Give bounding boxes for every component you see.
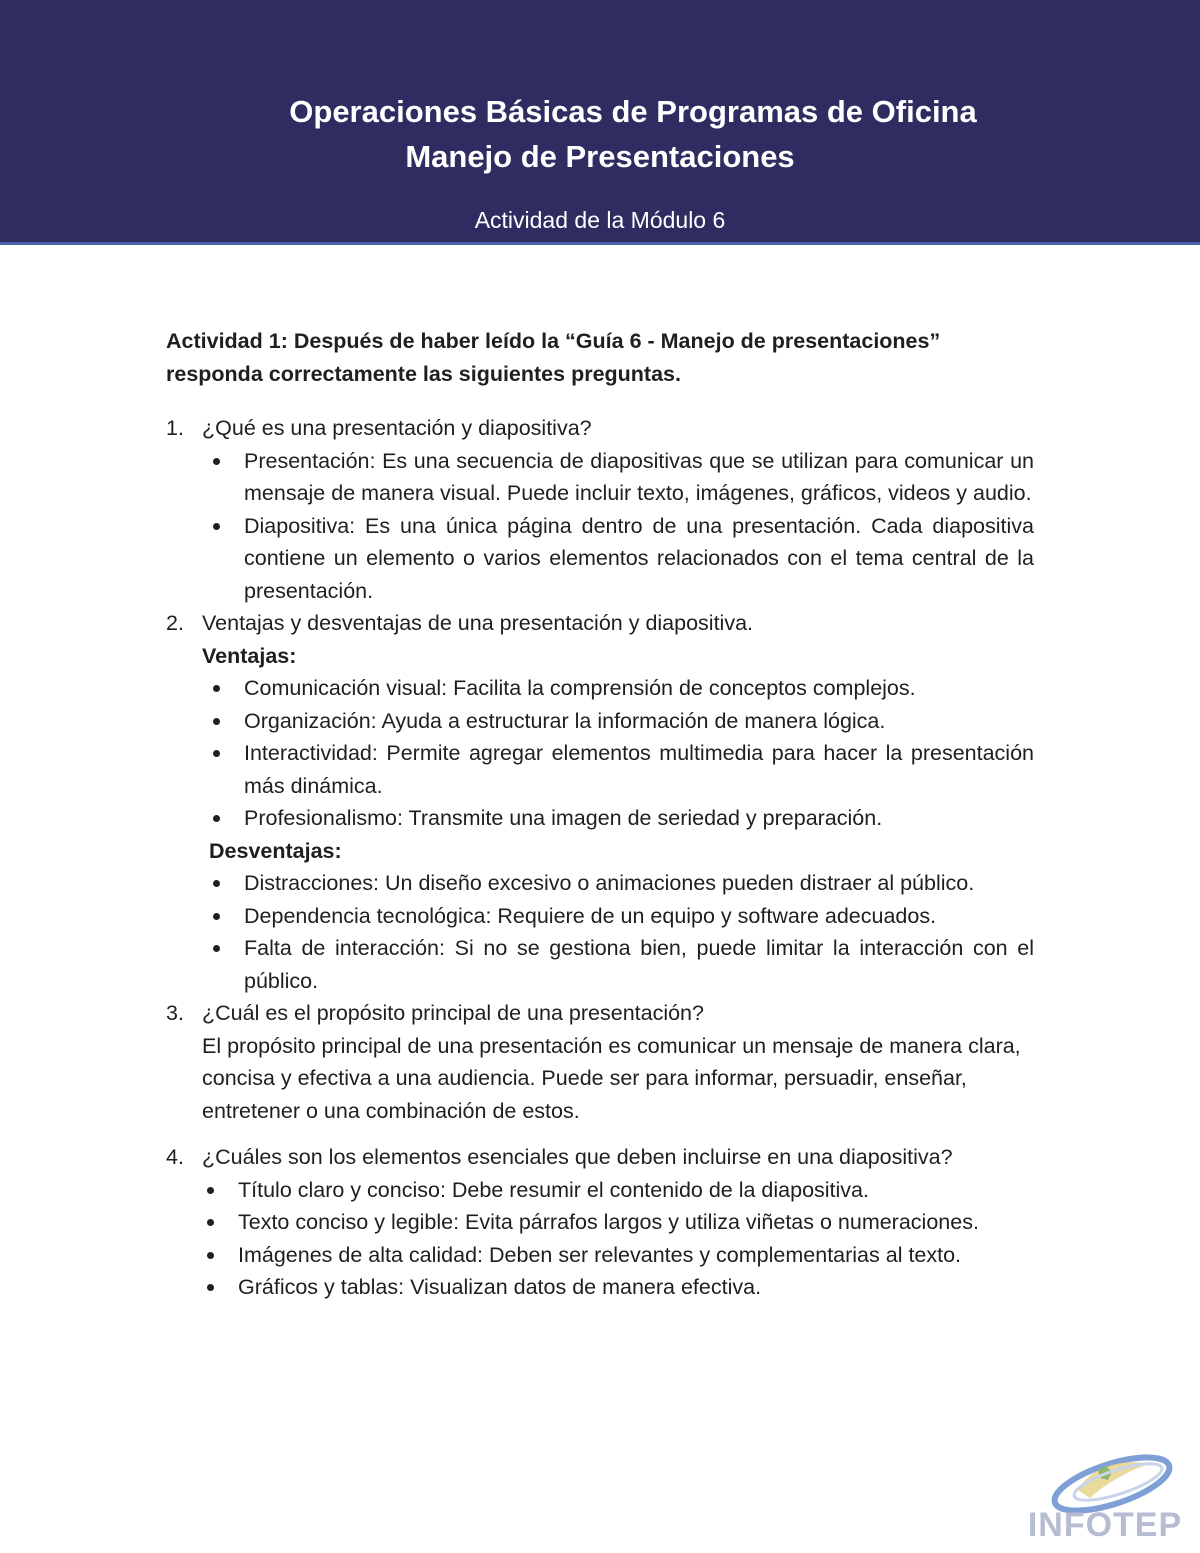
list-item: Organización: Ayuda a estructurar la información de manera lógica. (166, 705, 1034, 738)
list-item: Distracciones: Un diseño excesivo o animaciones pueden distraer al público. (166, 867, 1034, 900)
question-1 (166, 412, 1034, 445)
activity-label: Actividad de la Módulo 6 (474, 207, 726, 233)
ventajas-list (166, 672, 1034, 835)
question-number: 3. (166, 1001, 184, 1025)
document-body (166, 325, 1034, 1304)
activity-intro: Actividad 1: Después de haber leído la “Guía 6 - Manejo de presentaciones” responda correctamente las siguientes preguntas. (166, 329, 941, 386)
list-item: Dependencia tecnológica: Requiere de un equipo y software adecuados. (166, 900, 1034, 933)
desventajas-list (166, 867, 1034, 997)
question-number: 4. (166, 1145, 184, 1169)
question-3 (166, 997, 1034, 1030)
list-item: Profesionalismo: Transmite una imagen de seriedad y preparación. (166, 802, 1034, 835)
question-2 (166, 607, 1034, 640)
question-number: 1. (166, 416, 184, 440)
list-item: Imágenes de alta calidad: Deben ser relevantes y complementarias al texto. (166, 1239, 1034, 1272)
q1-bullet-list (166, 445, 1034, 608)
question-text: ¿Qué es una presentación y diapositiva? (202, 416, 592, 440)
q4-bullet-list (166, 1174, 1034, 1304)
list-item: Gráficos y tablas: Visualizan datos de manera efectiva. (166, 1271, 1034, 1304)
list-item: Interactividad: Permite agregar elementos multimedia para hacer la presentación más dinámica. (166, 737, 1034, 802)
question-text: ¿Cuál es el propósito principal de una presentación? (202, 1001, 704, 1025)
list-item: Presentación: Es una secuencia de diapositivas que se utilizan para comunicar un mensaje de manera visual. Puede incluir texto, imágenes, gráficos, videos y audio. (166, 445, 1034, 510)
list-item: Comunicación visual: Facilita la comprensión de conceptos complejos. (166, 672, 1034, 705)
list-item: Texto conciso y legible: Evita párrafos largos y utiliza viñetas o numeraciones. (166, 1206, 1034, 1239)
logo-text: INFOTEP (1027, 1506, 1183, 1544)
list-item: Falta de interacción: Si no se gestiona bien, puede limitar la interacción con el público. (166, 932, 1034, 997)
list-item: Diapositiva: Es una única página dentro de una presentación. Cada diapositiva contiene un elemento o varios elementos relacionados con el tema central de la presentación. (166, 510, 1034, 608)
question-number: 2. (166, 611, 184, 635)
question-text: Ventajas y desventajas de una presentación y diapositiva. (202, 611, 754, 635)
document-subtitle: Manejo de Presentaciones (405, 139, 795, 174)
ventajas-heading: Ventajas: (202, 643, 297, 668)
document-title: Operaciones Básicas de Programas de Oficina (289, 94, 977, 129)
list-item: Título claro y conciso: Debe resumir el contenido de la diapositiva. (166, 1174, 1034, 1207)
question-text: ¿Cuáles son los elementos esenciales que deben incluirse en una diapositiva? (202, 1145, 953, 1169)
q3-answer: El propósito principal de una presentación es comunicar un mensaje de manera clara, concisa y efectiva a una audiencia. Puede ser para informar, persuadir, enseñar, entretener o una combinación de estos. (202, 1033, 1021, 1123)
header-banner (0, 0, 1200, 245)
infotep-logo (1020, 1440, 1190, 1550)
desventajas-heading: Desventajas: (209, 838, 342, 863)
spacer (166, 1127, 1034, 1141)
question-4 (166, 1141, 1034, 1174)
